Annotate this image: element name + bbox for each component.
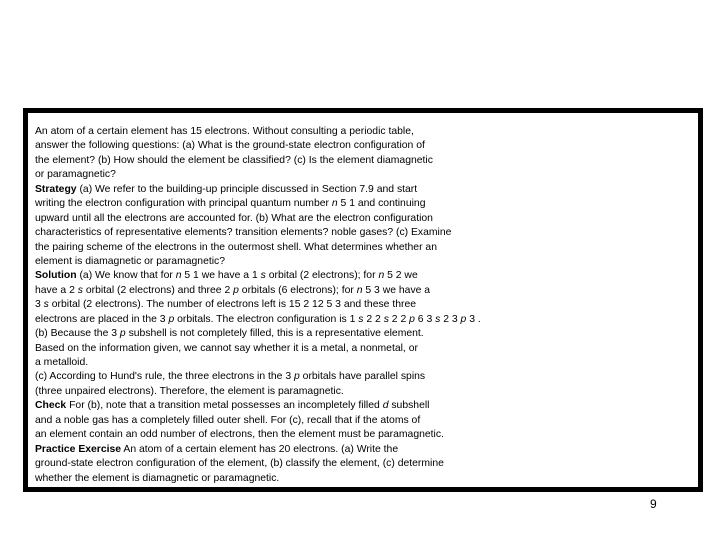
text-line [35,428,695,442]
text-run: (b) Because the 3 [35,328,120,340]
text-run: the element? (b) How should the element be classified? (c) Is the element diamagnetic [35,154,433,166]
text-run: subshell [388,400,430,412]
text-line [35,327,695,341]
text-line [35,414,695,428]
text-run: 3 [35,299,44,311]
text-line [35,197,695,211]
text-run: orbital (2 electrons); for [265,270,379,282]
text-line [35,125,695,139]
example-text-block [35,125,695,486]
text-run: upward until all the electrons are accounted for. (b) What are the electron configuration [35,212,433,224]
text-line [35,269,695,283]
text-line [35,443,695,457]
text-line [35,139,695,153]
section-heading: Solution [35,270,77,282]
italic-symbol: d [382,400,389,412]
text-run: 6 3 [414,313,436,325]
text-run: an element contain an odd number of electrons, then the element must be paramagnetic. [35,429,444,441]
text-run: and a noble gas has a completely filled outer shell. For (c), recall that if the atoms of [35,414,421,426]
italic-symbol: s [358,313,364,325]
text-run: 5 3 we have a [362,284,431,296]
text-run: or paramagnetic? [35,169,116,181]
text-line [35,183,695,197]
italic-symbol: p [168,313,175,325]
text-line [35,298,695,312]
text-run: (c) According to Hund's rule, the three electrons in the 3 [35,371,294,383]
text-run: orbitals. The electron configuration is 1 [174,313,359,325]
italic-symbol: p [409,313,415,325]
text-line [35,241,695,255]
italic-symbol: p [294,371,300,383]
text-run: ground-state electron configuration of the element, (b) classify the element, (c) determine [35,458,444,470]
text-line [35,226,695,240]
text-line [35,399,695,413]
text-line [35,284,695,298]
italic-symbol: p [119,328,126,340]
text-run: Based on the information given, we cannot say whether it is a metal, a nonmetal, or [35,342,418,354]
page-number: 9 [650,497,657,511]
italic-symbol: s [77,284,83,296]
text-run: whether the element is diamagnetic or paramagnetic. [35,472,280,484]
text-line [35,385,695,399]
text-run: 5 1 and continuing [337,198,426,210]
text-run: element is diamagnetic or paramagnetic? [35,255,226,267]
text-run: 2 2 [388,313,410,325]
italic-symbol: s [260,270,266,282]
section-heading: Strategy [35,183,77,195]
text-line [35,154,695,168]
italic-symbol: n [175,270,182,282]
text-run: characteristics of representative elements? transition elements? noble gases? (c) Examine [35,227,452,239]
text-run: writing the electron configuration with principal quantum number [35,198,332,210]
text-line [35,313,695,327]
text-run: (three unpaired electrons). Therefore, the element is paramagnetic. [35,385,344,397]
text-run: the pairing scheme of the electrons in the outermost shell. What determines whether an [35,241,437,253]
text-run: 5 2 we [384,270,418,282]
text-run: orbitals have parallel spins [299,371,426,383]
text-line [35,472,695,486]
text-run: have a 2 [35,284,78,296]
text-run: 2 2 [363,313,384,325]
text-run: subshell is not completely filled, this is a representative element. [125,328,424,340]
text-run: orbital (2 electrons). The number of electrons left is 15 2 12 5 3 and these three [48,299,417,311]
section-heading: Practice Exercise [35,443,122,455]
text-run: An atom of a certain element has 20 electrons. (a) Write the [121,443,399,455]
text-run: orbital (2 electrons) and three 2 [82,284,234,296]
section-heading: Check [35,400,67,412]
text-run: a metalloid. [35,357,89,368]
text-run: 3 . [466,313,481,325]
text-line [35,212,695,226]
italic-symbol: p [460,313,467,325]
text-run: orbitals (6 electrons); for [238,284,357,296]
text-line [35,255,695,269]
italic-symbol: n [356,284,363,296]
italic-symbol: p [233,284,239,296]
text-line [35,457,695,471]
text-run: (a) We refer to the building-up principle discussed in Section 7.9 and start [76,183,418,195]
text-run: 5 1 we have a 1 [181,270,261,282]
text-run: electrons are placed in the 3 [35,313,169,325]
text-line [35,342,695,356]
text-run: For (b), note that a transition metal possesses an incompletely filled [66,400,383,412]
text-line [35,370,695,384]
text-line [35,168,695,182]
italic-symbol: n [378,270,385,282]
text-run: 2 3 [440,313,461,325]
italic-symbol: s [435,313,441,325]
text-run: An atom of a certain element has 15 electrons. Without consulting a periodic table, [35,126,414,137]
text-run: (a) We know that for [76,270,176,282]
text-run: answer the following questions: (a) What is the ground-state electron configuration of [35,140,425,152]
italic-symbol: n [331,198,338,210]
italic-symbol: s [383,313,389,325]
slide-frame [23,108,703,492]
italic-symbol: s [43,299,49,311]
text-line [35,356,695,370]
